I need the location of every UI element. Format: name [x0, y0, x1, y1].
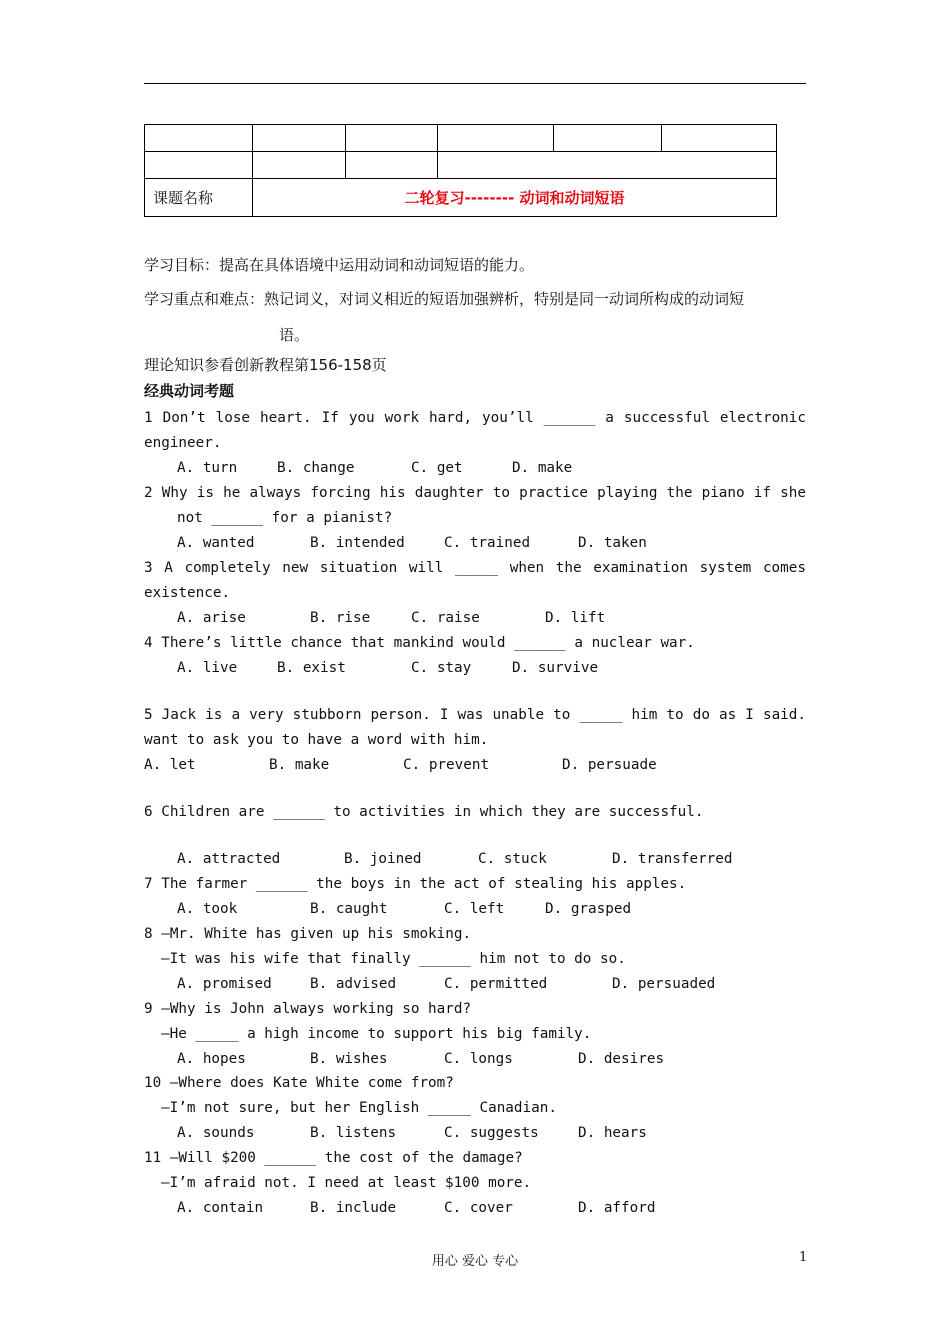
- question-text: 10 —Where does Kate White come from?: [144, 1075, 454, 1091]
- header-row-2: [145, 152, 777, 179]
- option-b: B. intended: [310, 535, 405, 551]
- option-c: C. get: [411, 460, 463, 476]
- question-10: [144, 1071, 806, 1146]
- option-b: B. advised: [310, 976, 397, 992]
- topic-label: 课题名称: [145, 179, 253, 217]
- question-text: 7 The farmer ______ the boys in the act of stealing his apples.: [144, 876, 687, 892]
- options: [144, 1121, 806, 1146]
- option-b: B. exist: [277, 660, 346, 676]
- question-text: want to ask you to have a word with him.: [144, 732, 489, 748]
- option-b: B. wishes: [310, 1051, 388, 1067]
- option-a: A. turn: [177, 460, 238, 476]
- question-text: —I’m afraid not. I need at least $100 more.: [161, 1175, 532, 1191]
- option-c: C. longs: [444, 1051, 513, 1067]
- option-c: C. cover: [444, 1200, 513, 1216]
- option-c: C. prevent: [403, 757, 490, 773]
- question-text: 4 There’s little chance that mankind would ______ a nuclear war.: [144, 635, 695, 651]
- reference-note: 理论知识参看创新教程第156-158页: [144, 356, 387, 374]
- option-b: B. rise: [310, 610, 371, 626]
- options: [144, 847, 806, 872]
- option-a: A. attracted: [177, 851, 281, 867]
- question-text: 1 Don’t lose heart. If you work hard, you’ll ______ a successful electronic: [144, 410, 806, 426]
- options: [144, 531, 806, 556]
- question-4: [144, 631, 806, 681]
- option-a: A. sounds: [177, 1125, 255, 1141]
- option-d: D. lift: [545, 610, 606, 626]
- option-c: C. stay: [411, 660, 472, 676]
- question-text: 8 —Mr. White has given up his smoking.: [144, 926, 472, 942]
- question-6-options: [144, 847, 806, 872]
- option-a: A. let: [144, 757, 196, 773]
- learning-goal: 学习目标：提高在具体语境中运用动词和动词短语的能力。: [144, 256, 535, 274]
- option-b: B. listens: [310, 1125, 397, 1141]
- question-5: [144, 703, 806, 778]
- options: [144, 753, 806, 778]
- question-text: 5 Jack is a very stubborn person. I was unable to _____ him to do as I said.: [144, 707, 806, 723]
- options: [144, 606, 806, 631]
- section-heading: 经典动词考题: [144, 382, 235, 400]
- option-c: C. suggests: [444, 1125, 539, 1141]
- focus-line-1: 学习重点和难点：熟记词义，对词义相近的短语加强辨析，特别是同一动词所构成的动词短: [144, 290, 745, 308]
- question-text: —I’m not sure, but her English _____ Canadian.: [161, 1100, 557, 1116]
- question-11: [144, 1146, 806, 1221]
- question-text: not ______ for a pianist?: [177, 510, 393, 526]
- options: [144, 1196, 806, 1221]
- question-text: 9 —Why is John always working so hard?: [144, 1001, 472, 1017]
- page-footer: 用心 爱心 专心: [431, 1254, 519, 1269]
- header-row-title: [145, 179, 777, 217]
- question-2: [144, 481, 806, 556]
- question-text: —It was his wife that finally ______ him not to do so.: [161, 951, 626, 967]
- options: [144, 897, 806, 922]
- option-b: B. caught: [310, 901, 388, 917]
- option-d: D. transferred: [612, 851, 733, 867]
- option-b: B. include: [310, 1200, 397, 1216]
- question-text: engineer.: [144, 435, 222, 451]
- top-rule: [144, 83, 806, 84]
- option-a: A. took: [177, 901, 238, 917]
- option-c: C. trained: [444, 535, 531, 551]
- question-7: [144, 872, 806, 922]
- option-d: D. persuade: [562, 757, 657, 773]
- header-row-1: [145, 125, 777, 152]
- option-a: A. arise: [177, 610, 246, 626]
- question-text: 2 Why is he always forcing his daughter to practice playing the piano if she: [144, 485, 806, 501]
- option-d: D. make: [512, 460, 573, 476]
- option-a: A. live: [177, 660, 238, 676]
- option-d: D. afford: [578, 1200, 656, 1216]
- question-text: 6 Children are ______ to activities in which they are successful.: [144, 804, 704, 820]
- option-c: C. stuck: [478, 851, 547, 867]
- question-8: [144, 922, 806, 997]
- question-3: [144, 556, 806, 631]
- question-text: 3 A completely new situation will _____ when the examination system comes: [144, 560, 806, 576]
- options: [144, 656, 806, 681]
- option-a: A. promised: [177, 976, 272, 992]
- lesson-header-table: [144, 124, 777, 217]
- option-b: B. change: [277, 460, 355, 476]
- option-d: D. taken: [578, 535, 647, 551]
- option-c: C. raise: [411, 610, 480, 626]
- page-number: 1: [799, 1250, 808, 1265]
- option-b: B. joined: [344, 851, 422, 867]
- option-a: A. contain: [177, 1200, 264, 1216]
- option-c: C. left: [444, 901, 505, 917]
- question-text: 11 —Will $200 ______ the cost of the damage?: [144, 1150, 523, 1166]
- option-b: B. make: [269, 757, 330, 773]
- lesson-title: 二轮复习-------- 动词和动词短语: [253, 179, 777, 217]
- option-d: D. hears: [578, 1125, 647, 1141]
- option-c: C. permitted: [444, 976, 548, 992]
- focus-line-2: 语。: [279, 326, 310, 344]
- option-a: A. wanted: [177, 535, 255, 551]
- option-d: D. survive: [512, 660, 599, 676]
- option-d: D. grasped: [545, 901, 632, 917]
- option-d: D. desires: [578, 1051, 665, 1067]
- options: [144, 456, 806, 481]
- question-text: —He _____ a high income to support his big family.: [161, 1026, 592, 1042]
- options: [144, 1047, 806, 1072]
- question-6: [144, 800, 806, 825]
- options: [144, 972, 806, 997]
- option-d: D. persuaded: [612, 976, 716, 992]
- question-9: [144, 997, 806, 1072]
- question-1: [144, 406, 806, 481]
- question-text: existence.: [144, 585, 231, 601]
- option-a: A. hopes: [177, 1051, 246, 1067]
